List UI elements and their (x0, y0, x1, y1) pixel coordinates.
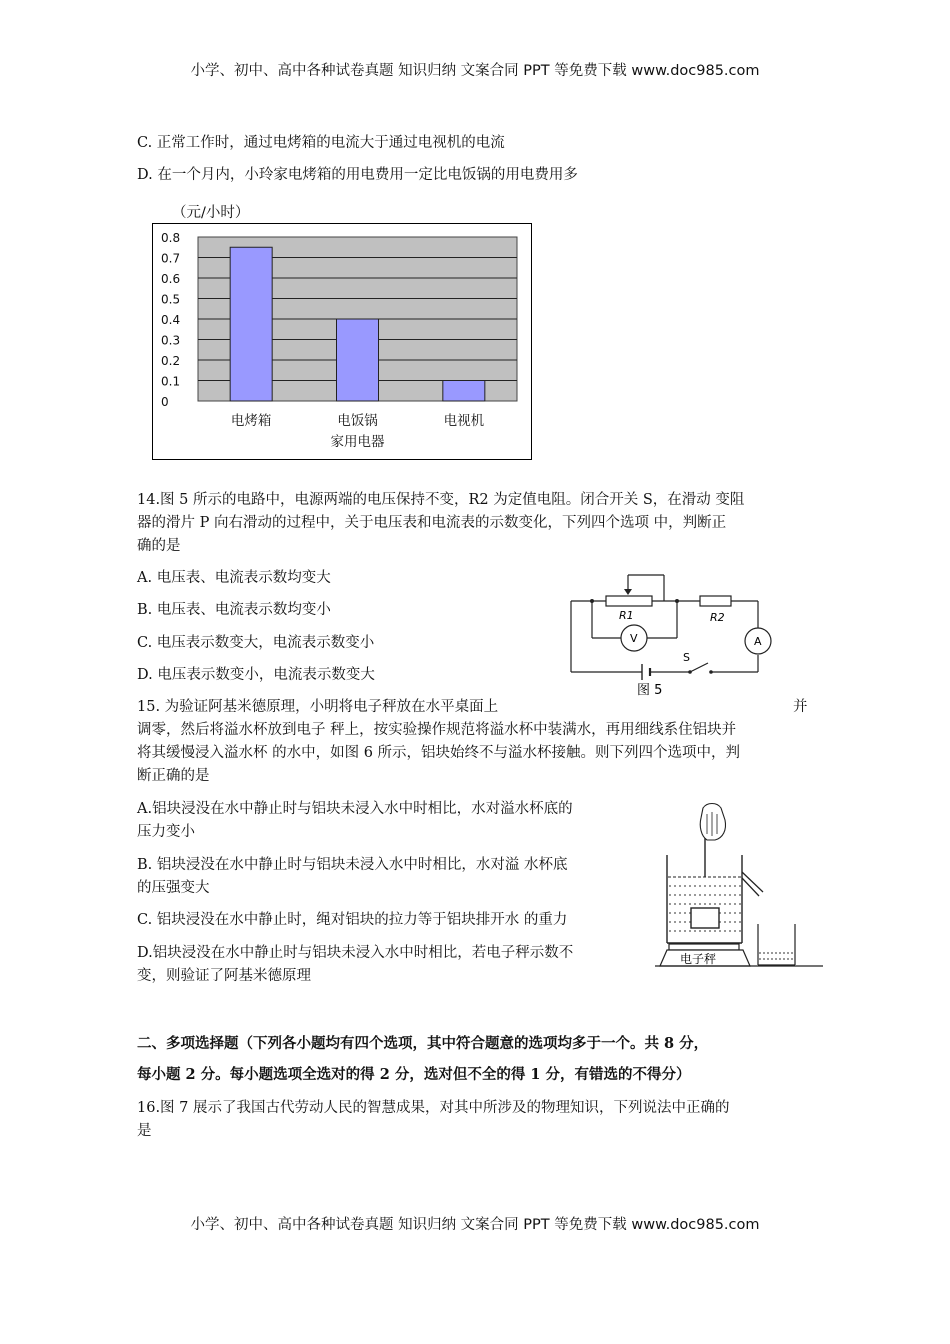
r1-label: R1 (619, 609, 634, 622)
q16-stem-2: 是 (137, 1123, 152, 1139)
y-tick-label: 0.6 (161, 272, 181, 286)
y-tick-label: 0.8 (161, 231, 181, 245)
page-footer: 小学、初中、高中各种试卷真题 知识归纳 文案合同 PPT 等免费下载 www.doc985.com (190, 1217, 760, 1233)
aluminum-block (691, 908, 719, 928)
q15-option-d-2: 变，则验证了阿基米德原理 (137, 968, 311, 984)
y-tick-label: 0.3 (161, 333, 181, 348)
bar-chart-frame (152, 223, 532, 460)
q15-option-a-2: 压力变小 (137, 824, 195, 840)
y-tick-label: 0.4 (161, 313, 181, 327)
y-tick-label: 0.7 (161, 251, 181, 266)
q15-option-b-1: B. 铝块浸没在水中静止时与铝块未浸入水中时相比，水对溢 水杯底 (137, 857, 568, 873)
q13-option-d: D. 在一个月内，小玲家电烤箱的用电费用一定比电饭锅的用电费用多 (137, 167, 578, 183)
q14-stem-3: 确的是 (137, 538, 181, 554)
bar (230, 247, 272, 401)
q14-stem-2: 器的滑片 P 向右滑动的过程中，关于电压表和电流表的示数变化，下列四个选项 中，判断正 (137, 515, 727, 531)
x-axis-title: 家用电器 (330, 434, 385, 450)
electronic-scale-label: 电子秤 (680, 952, 717, 966)
section2-title-2: 每小题 2 分。每小题选项全选对的得 2 分，选对但不全的得 1 分，有错选的不得分） (137, 1066, 691, 1083)
page-header: 小学、初中、高中各种试卷真题 知识归纳 文案合同 PPT 等免费下载 www.doc985.com (190, 63, 760, 79)
section2-title-1: 二、多项选择题（下列各小题均有四个选项，其中符合题意的选项均多于一个。共 8 分， (137, 1035, 709, 1052)
r2-resistor (700, 596, 731, 606)
beaker-water (759, 953, 794, 959)
voltmeter-label: V (630, 632, 638, 645)
q14-option-a: A. 电压表、电流表示数均变大 (137, 570, 331, 586)
bar (337, 319, 379, 401)
overflow-cup-figure (655, 800, 825, 972)
scale-top (669, 944, 739, 950)
q15-option-c: C. 铝块浸没在水中静止时，绳对铝块的拉力等于铝块排开水 的重力 (137, 912, 568, 928)
y-tick-label: 0.5 (161, 292, 181, 307)
r1-resistor (606, 596, 652, 606)
slider-pointer (624, 589, 632, 595)
q13-option-c: C. 正常工作时，通过电烤箱的电流大于通过电视机的电流 (137, 135, 505, 151)
r2-label: R2 (710, 611, 725, 624)
bar-chart (153, 224, 531, 459)
q16-stem-1: 16.图 7 展示了我国古代劳动人民的智慧成果，对其中所涉及的物理知识，下列说法中正确的 (137, 1100, 730, 1116)
q15-option-b-2: 的压强变大 (137, 880, 210, 896)
hand-icon (700, 804, 725, 841)
x-category-label: 电视机 (443, 413, 485, 429)
q15-option-d-1: D.铝块浸没在水中静止时与铝块未浸入水中时相比，若电子秤示数不 (137, 945, 574, 961)
y-tick-label: 0 (161, 395, 169, 409)
circuit-diagram (565, 568, 780, 698)
q15-stem-1: 15. 为验证阿基米德原理，小明将电子秤放在水平桌面上 (137, 699, 499, 715)
bar (443, 381, 485, 402)
switch-label: S (683, 651, 690, 664)
q14-option-b: B. 电压表、电流表示数均变小 (137, 602, 331, 618)
q15-stem-2: 调零，然后将溢水杯放到电子 秤上，按实验操作规范将溢水杯中装满水，再用细线系住铝块并 (137, 722, 737, 738)
q14-option-c: C. 电压表示数变大，电流表示数变小 (137, 635, 375, 651)
q15-stem-1-end: 并 (793, 699, 808, 715)
q14-option-d: D. 电压表示数变小，电流表示数变大 (137, 667, 375, 683)
x-category-label: 电烤箱 (230, 413, 272, 429)
ammeter-label: A (754, 635, 762, 648)
y-tick-label: 0.1 (161, 374, 181, 389)
x-category-label: 电饭锅 (337, 413, 378, 429)
figure-5-caption: 图 5 (637, 683, 663, 698)
q14-stem-1: 14.图 5 所示的电路中，电源两端的电压保持不变，R2 为定值电阻。闭合开关 S，在滑动 变阻 (137, 492, 745, 508)
chart-unit-label: （元/小时） (172, 205, 250, 221)
y-tick-label: 0.2 (161, 354, 181, 368)
q15-stem-4: 断正确的是 (137, 768, 210, 784)
q15-option-a-1: A.铝块浸没在水中静止时与铝块未浸入水中时相比，水对溢水杯底的 (137, 801, 573, 817)
q15-stem-3: 将其缓慢浸入溢水杯 的水中，如图 6 所示，铝块始终不与溢水杯接触。则下列四个选项中，判 (137, 745, 741, 761)
